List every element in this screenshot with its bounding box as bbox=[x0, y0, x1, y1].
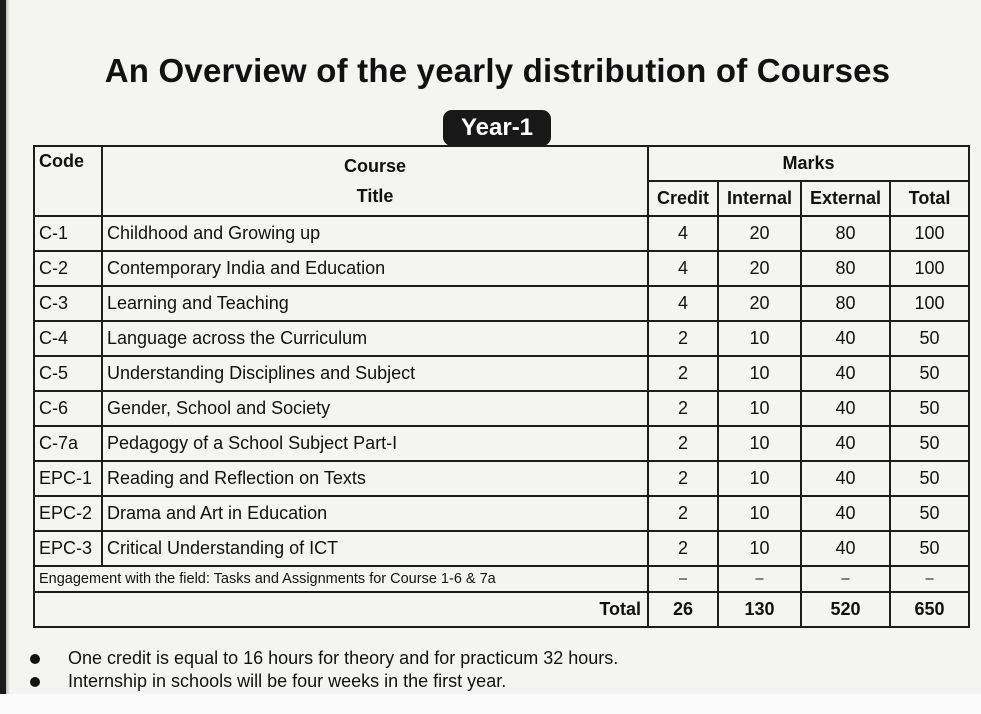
course-title: Language across the Curriculum bbox=[102, 321, 648, 356]
course-title: Learning and Teaching bbox=[102, 286, 648, 321]
internal-marks: 10 bbox=[718, 391, 801, 426]
external-marks: 40 bbox=[801, 426, 890, 461]
credit-header: Credit bbox=[648, 181, 718, 216]
course-code: EPC-2 bbox=[34, 496, 102, 531]
internal-marks: 10 bbox=[718, 356, 801, 391]
credit-value: 2 bbox=[648, 461, 718, 496]
total-marks: 50 bbox=[890, 356, 969, 391]
external-marks: 80 bbox=[801, 286, 890, 321]
note-item: Internship in schools will be four weeks in the first year. bbox=[30, 670, 618, 693]
course-title: Drama and Art in Education bbox=[102, 496, 648, 531]
course-title: Reading and Reflection on Texts bbox=[102, 461, 648, 496]
total-marks: 50 bbox=[890, 461, 969, 496]
note-item: One credit is equal to 16 hours for theory and for practicum 32 hours. bbox=[30, 647, 618, 670]
credit-value: 2 bbox=[648, 496, 718, 531]
course-title: Gender, School and Society bbox=[102, 391, 648, 426]
engagement-label: Engagement with the field: Tasks and Assignments for Course 1-6 & 7a bbox=[34, 566, 648, 592]
credit-value: 2 bbox=[648, 426, 718, 461]
total-marks: 50 bbox=[890, 391, 969, 426]
table-row bbox=[34, 286, 969, 321]
course-code: EPC-3 bbox=[34, 531, 102, 566]
table-row bbox=[34, 321, 969, 356]
total-marks: 50 bbox=[890, 496, 969, 531]
page-binding-edge bbox=[0, 0, 10, 714]
course-code: C-5 bbox=[34, 356, 102, 391]
total-marks: 50 bbox=[890, 321, 969, 356]
course-title: Pedagogy of a School Subject Part-I bbox=[102, 426, 648, 461]
internal-marks: 20 bbox=[718, 216, 801, 251]
external-marks: 40 bbox=[801, 356, 890, 391]
engagement-internal: – bbox=[718, 566, 801, 592]
internal-header: Internal bbox=[718, 181, 801, 216]
table-row bbox=[34, 391, 969, 426]
engagement-total: – bbox=[890, 566, 969, 592]
course-code: C-1 bbox=[34, 216, 102, 251]
course-header-line2: Title bbox=[356, 186, 394, 206]
course-code: C-3 bbox=[34, 286, 102, 321]
total-marks: 50 bbox=[890, 531, 969, 566]
course-title: Contemporary India and Education bbox=[102, 251, 648, 286]
engagement-credit: – bbox=[648, 566, 718, 592]
course-code: C-6 bbox=[34, 391, 102, 426]
course-code: EPC-1 bbox=[34, 461, 102, 496]
totals-label: Total bbox=[34, 592, 648, 627]
page-title: An Overview of the yearly distribution of Courses bbox=[104, 52, 891, 90]
credit-value: 2 bbox=[648, 531, 718, 566]
grand-total: 650 bbox=[890, 592, 969, 627]
internal-marks: 10 bbox=[718, 531, 801, 566]
credit-value: 4 bbox=[648, 286, 718, 321]
total-internal: 130 bbox=[718, 592, 801, 627]
external-marks: 80 bbox=[801, 216, 890, 251]
external-marks: 40 bbox=[801, 496, 890, 531]
external-marks: 80 bbox=[801, 251, 890, 286]
internal-marks: 10 bbox=[718, 321, 801, 356]
total-external: 520 bbox=[801, 592, 890, 627]
course-title: Critical Understanding of ICT bbox=[102, 531, 648, 566]
external-marks: 40 bbox=[801, 391, 890, 426]
total-marks: 50 bbox=[890, 426, 969, 461]
course-distribution-table bbox=[33, 145, 970, 628]
table-row bbox=[34, 496, 969, 531]
marks-header: Marks bbox=[648, 146, 969, 181]
total-credit: 26 bbox=[648, 592, 718, 627]
table-row bbox=[34, 356, 969, 391]
total-marks: 100 bbox=[890, 251, 969, 286]
external-marks: 40 bbox=[801, 321, 890, 356]
engagement-external: – bbox=[801, 566, 890, 592]
course-title: Childhood and Growing up bbox=[102, 216, 648, 251]
course-title: Understanding Disciplines and Subject bbox=[102, 356, 648, 391]
credit-value: 4 bbox=[648, 216, 718, 251]
notes-list bbox=[30, 647, 618, 693]
course-code: C-2 bbox=[34, 251, 102, 286]
total-marks: 100 bbox=[890, 286, 969, 321]
course-code: C-7a bbox=[34, 426, 102, 461]
credit-value: 4 bbox=[648, 251, 718, 286]
table-row bbox=[34, 461, 969, 496]
internal-marks: 10 bbox=[718, 426, 801, 461]
credit-value: 2 bbox=[648, 391, 718, 426]
table-row bbox=[34, 216, 969, 251]
table-row bbox=[34, 251, 969, 286]
course-header-line1: Course bbox=[343, 156, 406, 176]
external-marks: 40 bbox=[801, 531, 890, 566]
internal-marks: 20 bbox=[718, 251, 801, 286]
page-bottom-edge bbox=[0, 694, 981, 714]
external-header: External bbox=[801, 181, 890, 216]
internal-marks: 10 bbox=[718, 461, 801, 496]
internal-marks: 10 bbox=[718, 496, 801, 531]
year-badge: Year-1 bbox=[443, 110, 551, 146]
total-marks: 100 bbox=[890, 216, 969, 251]
code-header: Code bbox=[34, 146, 102, 216]
total-header: Total bbox=[890, 181, 969, 216]
table-row bbox=[34, 531, 969, 566]
table-row bbox=[34, 426, 969, 461]
course-title-header bbox=[102, 146, 648, 216]
internal-marks: 20 bbox=[718, 286, 801, 321]
course-code: C-4 bbox=[34, 321, 102, 356]
engagement-row bbox=[34, 566, 969, 592]
credit-value: 2 bbox=[648, 321, 718, 356]
external-marks: 40 bbox=[801, 461, 890, 496]
credit-value: 2 bbox=[648, 356, 718, 391]
totals-row bbox=[34, 592, 969, 627]
